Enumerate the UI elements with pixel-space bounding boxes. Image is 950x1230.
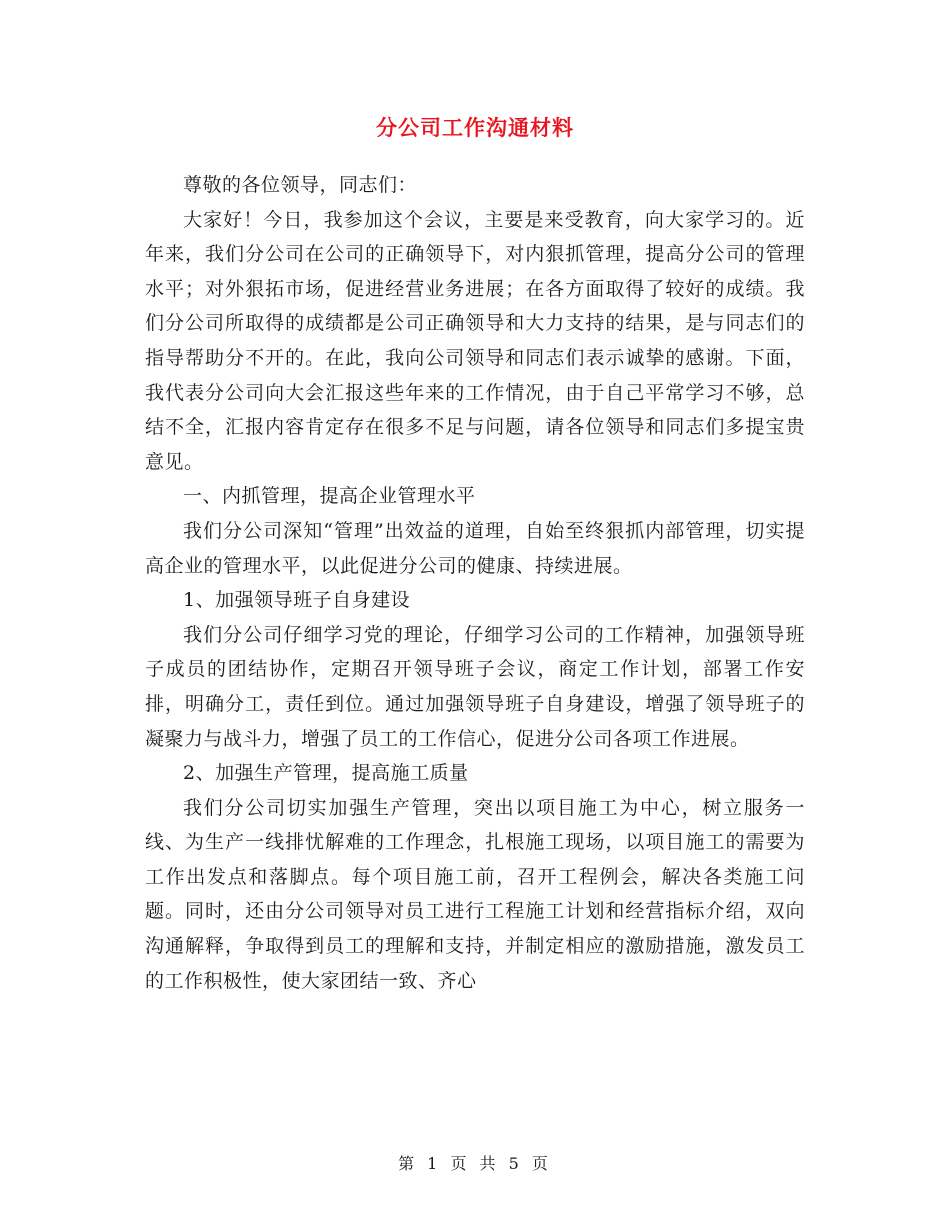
subsection-1-paragraph: 我们分公司仔细学习党的理论，仔细学习公司的工作精神，加强领导班子成员的团结协作，定期召开领导班子会议，商定工作计划，部署工作安排，明确分工，责任到位。通过加强领导班子自身建设，增强了领导班子的凝聚力与战斗力，增强了员工的工作信心，促进分公司各项工作进展。 [145, 623, 805, 750]
document-body [145, 168, 805, 998]
salutation-paragraph: 尊敬的各位领导，同志们： [183, 174, 418, 196]
document-title: 分公司工作沟通材料 [376, 115, 574, 140]
subsection-2-paragraph: 我们分公司切实加强生产管理，突出以项目施工为中心，树立服务一线、为生产一线排忧解难的工作理念，扎根施工现场，以项目施工的需要为工作出发点和落脚点。每个项目施工前，召开工程例会，解决各类施工问题。同时，还由分公司领导对员工进行工程施工计划和经营指标介绍，双向沟通解释，争取得到员工的理解和支持，并制定相应的激励措施，激发员工的工作积极性，使大家团结一致、齐心 [145, 796, 805, 992]
section-1-paragraph: 我们分公司深知“管理”出效益的道理，自始至终狠抓内部管理，切实提高企业的管理水平，以此促进分公司的健康、持续进展。 [145, 519, 805, 577]
page-number-footer: 第 1 页 共 5 页 [398, 1154, 552, 1173]
intro-paragraph: 大家好！今日，我参加这个会议，主要是来受教育，向大家学习的。近年来，我们分公司在公司的正确领导下，对内狠抓管理，提高分公司的管理水平；对外狠拓市场，促进经营业务进展；在各方面取得了较好的成绩。我们分公司所取得的成绩都是公司正确领导和大力支持的结果，是与同志们的指导帮助分不开的。在此，我向公司领导和同志们表示诚挚的感谢。下面，我代表分公司向大会汇报这些年来的工作情况，由于自己平常学习不够，总结不全，汇报内容肯定存在很多不足与问题，请各位领导和同志们多提宝贵意见。 [145, 208, 805, 473]
subsection-heading-1: 1、加强领导班子自身建设 [183, 589, 411, 612]
section-heading-1: 一、内抓管理，提高企业管理水平 [183, 485, 476, 508]
subsection-heading-2: 2、加强生产管理，提高施工质量 [183, 762, 469, 785]
